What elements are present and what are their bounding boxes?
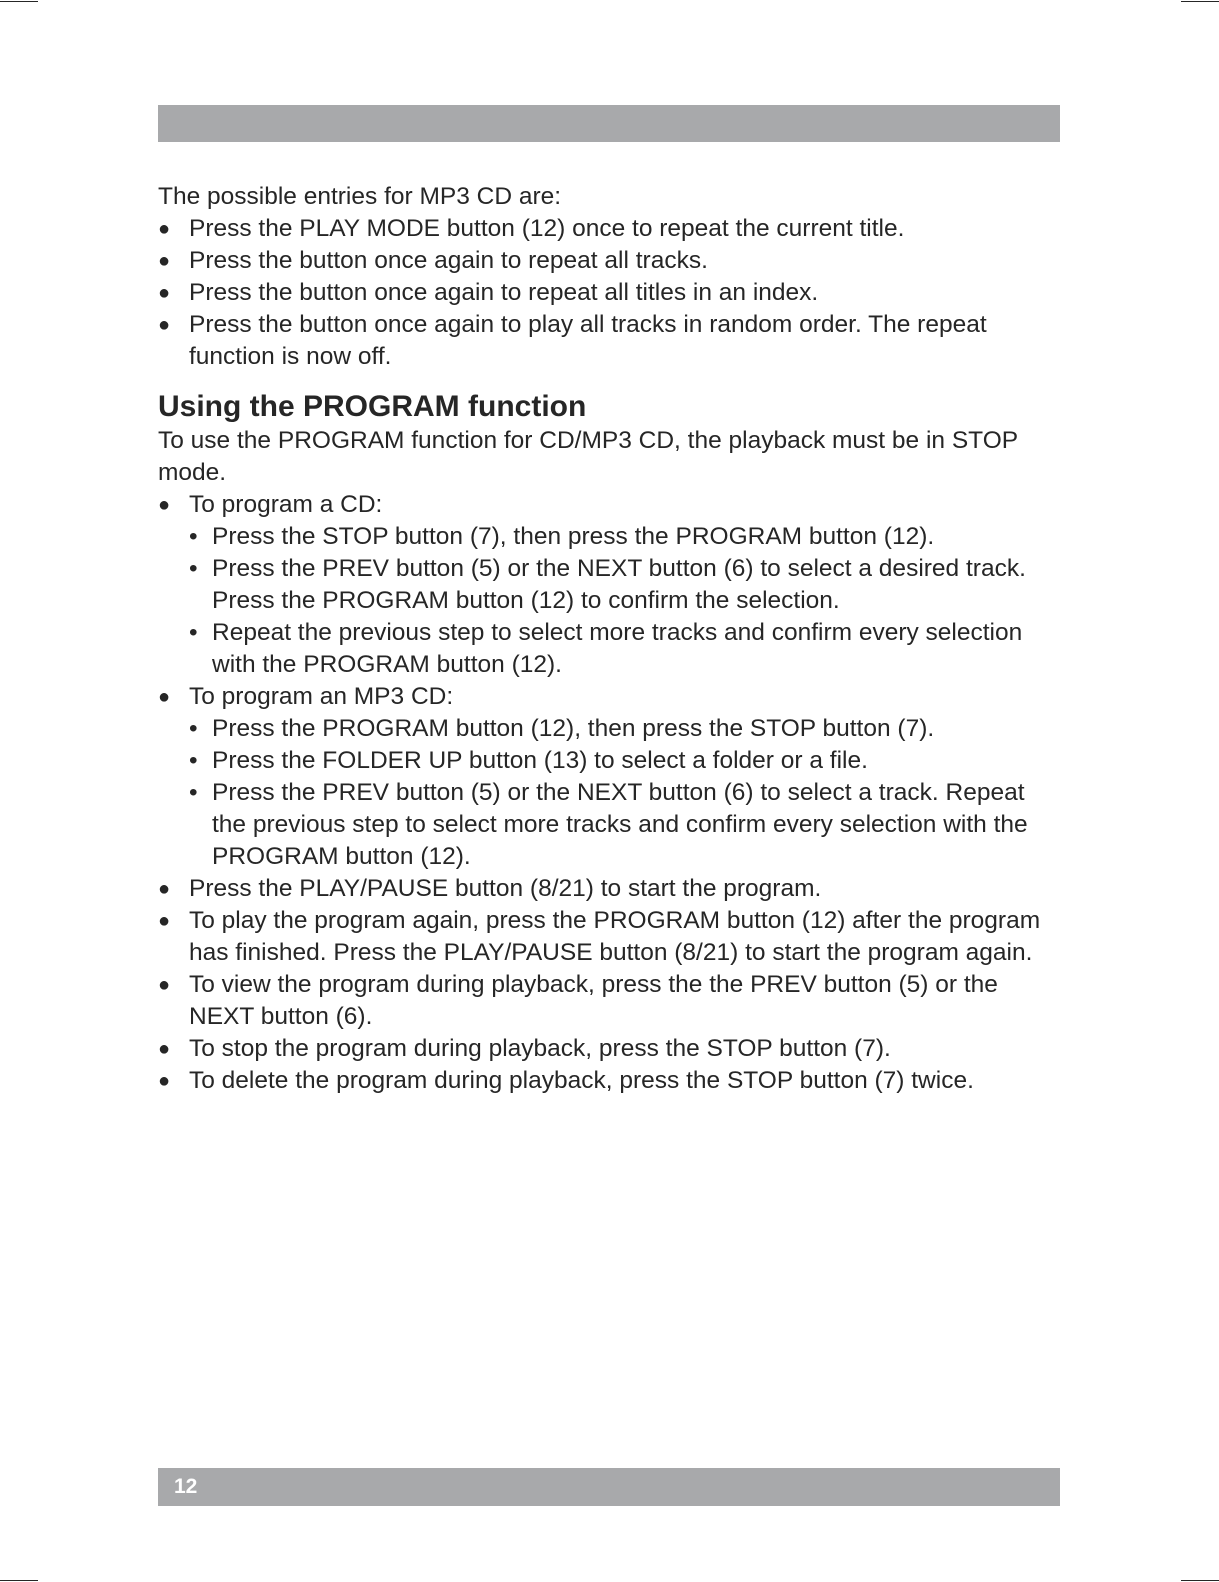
sub-bullet-marker: • bbox=[189, 715, 198, 742]
list-item: ● Press the PLAY MODE button (12) once to repeat the current title. bbox=[158, 213, 1058, 245]
section-intro: To use the PROGRAM function for CD/MP3 CD, the playback must be in STOP mode. bbox=[158, 427, 1018, 486]
list-item-program-cd: ● To program a CD: bbox=[158, 489, 1058, 521]
list-item: ● To stop the program during playback, press the STOP button (7). bbox=[158, 1033, 1058, 1065]
list-item: ● Press the button once again to repeat all tracks. bbox=[158, 245, 1058, 277]
list-item: ● To view the program during playback, press the the PREV button (5) or the NEXT button (6). bbox=[158, 971, 998, 1030]
sub-list-item: • Press the PREV button (5) or the NEXT button (6) to select a desired track. Press the PROGRAM button (12) to confirm the selection. bbox=[189, 555, 1026, 614]
sub-list-item: • Repeat the previous step to select more tracks and confirm every selection with the PROGRAM button (12). bbox=[189, 619, 1023, 678]
sub-list-item: • Press the PROGRAM button (12), then press the STOP button (7). bbox=[158, 713, 1058, 745]
crop-mark-bottom-left bbox=[0, 1580, 38, 1581]
list-item: ● Press the button once again to repeat all titles in an index. bbox=[158, 277, 1058, 309]
sub-list-item: • Press the STOP button (7), then press the PROGRAM button (12). bbox=[158, 521, 1058, 553]
header-bar bbox=[158, 105, 1060, 142]
sub-list-item: • Press the PREV button (5) or the NEXT button (6) to select a track. Repeat the previous step to select more tracks and confirm every selection with the PROGRAM button (12). bbox=[189, 779, 1028, 870]
footer-bar bbox=[158, 1468, 1060, 1506]
bullet-marker: ● bbox=[158, 686, 171, 708]
list-item-program-mp3: ● To program an MP3 CD: bbox=[158, 681, 1058, 713]
bullet-marker: ● bbox=[158, 1070, 171, 1092]
list-item: ● Press the PLAY/PAUSE button (8/21) to start the program. bbox=[158, 873, 1058, 905]
intro-text: The possible entries for MP3 CD are: bbox=[158, 183, 562, 210]
bullet-marker: ● bbox=[158, 250, 171, 272]
page-number: 12 bbox=[174, 1475, 198, 1498]
crop-mark-top-right bbox=[1181, 1, 1219, 2]
sub-bullet-marker: • bbox=[189, 747, 198, 774]
sub-bullet-marker: • bbox=[189, 523, 198, 550]
bullet-marker: ● bbox=[158, 878, 171, 900]
list-item: ● To delete the program during playback, press the STOP button (7) twice. bbox=[158, 1065, 1058, 1097]
bullet-marker: ● bbox=[158, 974, 171, 996]
bullet-marker: ● bbox=[158, 314, 171, 336]
program-list-mp3 bbox=[158, 681, 1058, 713]
bullet-marker: ● bbox=[158, 494, 171, 516]
crop-mark-top-left bbox=[0, 1, 38, 2]
bullet-marker: ● bbox=[158, 1038, 171, 1060]
list-item: ● To play the program again, press the PROGRAM button (12) after the program has finished. Press the PLAY/PAUSE button (8/21) to start the program again. bbox=[158, 907, 1041, 966]
bullet-marker: ● bbox=[158, 218, 171, 240]
sub-bullet-marker: • bbox=[189, 779, 198, 806]
mp3-steps bbox=[158, 713, 1058, 873]
sub-bullet-marker: • bbox=[189, 555, 198, 582]
page-content bbox=[158, 181, 1058, 1097]
bullet-marker: ● bbox=[158, 282, 171, 304]
sub-list-item: • Press the FOLDER UP button (13) to select a folder or a file. bbox=[158, 745, 1058, 777]
section-heading: Using the PROGRAM function bbox=[158, 390, 587, 423]
bullet-marker: ● bbox=[158, 910, 171, 932]
list-item: ● Press the button once again to play all tracks in random order. The repeat function is now off. bbox=[158, 311, 987, 370]
program-list bbox=[158, 489, 1058, 521]
program-items bbox=[158, 873, 1058, 1097]
cd-steps bbox=[158, 521, 1058, 681]
sub-bullet-marker: • bbox=[189, 619, 198, 646]
crop-mark-bottom-right bbox=[1181, 1580, 1219, 1581]
intro-list bbox=[158, 213, 1058, 373]
